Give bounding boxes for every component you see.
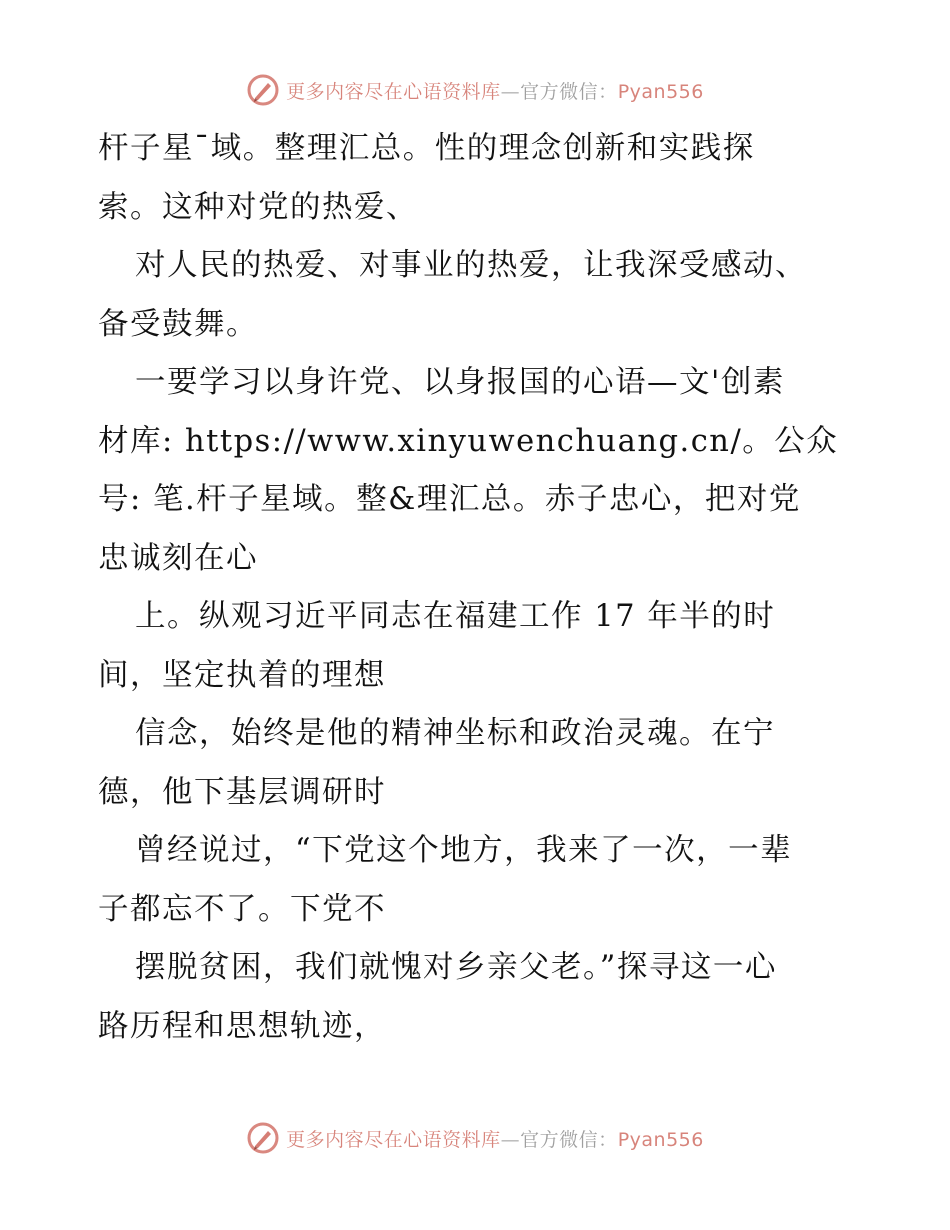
watermark-dash: —	[500, 1128, 521, 1151]
text-line: 摆脱贫困，我们就愧对乡亲父老。”探寻这一心	[135, 950, 777, 985]
text-line: 号: 笔.杆子星域。整&理汇总。赤子忠心，把对党	[98, 482, 801, 517]
watermark-dash: —	[500, 80, 521, 103]
text-line: 杆子星¯域。整理汇总。性的理念创新和实践探	[98, 131, 755, 166]
watermark-wechat-id: Pyan556	[617, 1128, 704, 1151]
document-body	[98, 120, 858, 1056]
footer-watermark	[0, 1118, 950, 1158]
pen-logo-icon	[246, 1121, 280, 1155]
text-line: 路历程和思想轨迹，	[98, 1008, 386, 1044]
watermark-title: 更多内容尽在心语资料库	[286, 80, 501, 103]
text-line: 上。纵观习近平同志在福建工作 17 年半的时	[135, 599, 776, 634]
watermark-wechat-id: Pyan556	[617, 80, 704, 103]
watermark-title: 更多内容尽在心语资料库	[286, 1128, 501, 1151]
watermark-label: 官方微信：	[520, 1128, 618, 1151]
text-line: 一要学习以身许党、以身报国的心语—文'创素	[135, 365, 785, 400]
text-line: 间，坚定执着的理想	[98, 657, 386, 693]
pen-logo-icon	[246, 73, 280, 107]
text-line: 子都忘不了。下党不	[98, 891, 386, 927]
watermark-text	[286, 77, 704, 104]
text-line: 备受鼓舞。	[98, 306, 258, 342]
watermark-label: 官方微信：	[520, 80, 618, 103]
text-line: 信念，始终是他的精神坐标和政治灵魂。在宁	[135, 716, 775, 751]
text-line: 索。这种对党的热爱、	[98, 189, 418, 225]
header-watermark	[0, 70, 950, 110]
watermark-text	[286, 1125, 704, 1152]
text-line: 忠诚刻在心	[98, 540, 258, 576]
text-line: 曾经说过，“下党这个地方，我来了一次，一辈	[135, 833, 793, 868]
text-line: 对人民的热爱、对事业的热爱，让我深受感动、	[135, 248, 807, 283]
text-line: 德，他下基层调研时	[98, 774, 386, 810]
text-line: 材库: https://www.xinyuwenchuang.cn/。公众	[98, 423, 839, 459]
